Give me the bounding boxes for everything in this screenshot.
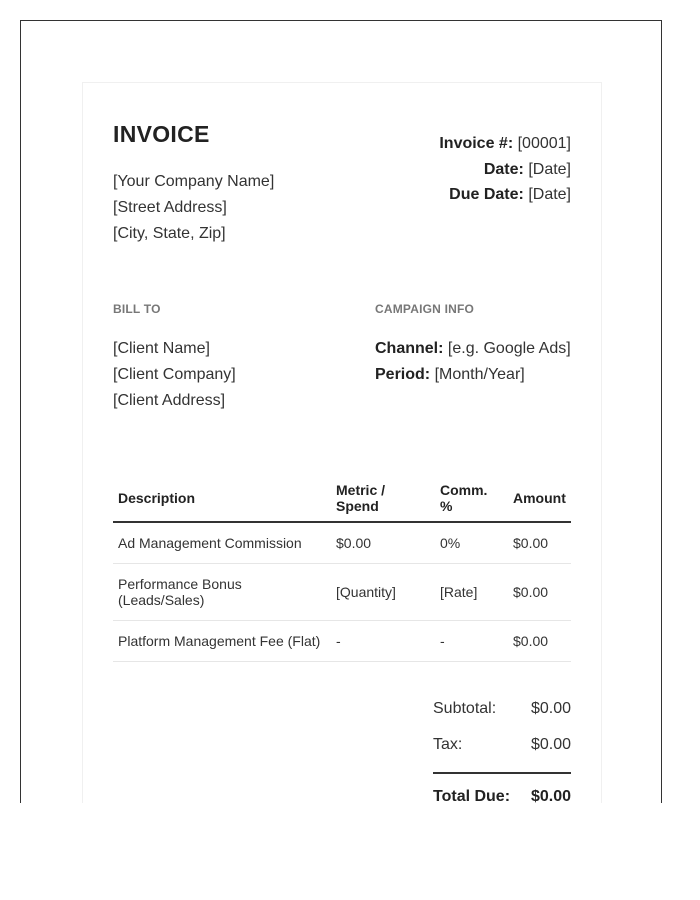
company-city: [City, State, Zip] — [113, 225, 226, 242]
totals-block — [433, 691, 571, 803]
header-commission: Comm. % — [435, 474, 508, 522]
due-date-label: Due Date: — [449, 186, 524, 203]
row-description: Performance Bonus (Leads/Sales) — [113, 564, 331, 621]
invoice-number-label: Invoice #: — [439, 135, 514, 152]
invoice-card — [82, 82, 602, 803]
tax-label: Tax: — [433, 736, 463, 753]
period-label: Period: — [375, 366, 431, 383]
company-info — [113, 169, 274, 247]
line-items-table — [113, 474, 571, 662]
header-description: Description — [113, 474, 331, 522]
invoice-title: INVOICE — [113, 121, 210, 147]
table-row — [113, 564, 571, 621]
due-date-line — [439, 182, 571, 208]
row-metric: - — [331, 621, 435, 662]
client-company: [Client Company] — [113, 366, 236, 383]
period-value: [Month/Year] — [434, 366, 525, 383]
subtotal-value: $0.00 — [530, 700, 571, 717]
subtotal-label: Subtotal: — [433, 700, 497, 717]
header-amount: Amount — [508, 474, 571, 522]
row-amount: $0.00 — [508, 522, 571, 564]
company-name: [Your Company Name] — [113, 173, 275, 190]
total-due-label: Total Due: — [433, 788, 511, 803]
row-description: Platform Management Fee (Flat) — [113, 621, 331, 662]
row-metric: $0.00 — [331, 522, 435, 564]
tax-value: $0.00 — [530, 736, 571, 753]
tax-row — [433, 727, 571, 763]
row-metric: [Quantity] — [331, 564, 435, 621]
invoice-meta — [439, 131, 571, 208]
bill-to-label: BILL TO — [113, 302, 161, 316]
campaign-info-label: CAMPAIGN INFO — [375, 302, 475, 316]
channel-line — [375, 336, 571, 362]
channel-label: Channel: — [375, 340, 444, 357]
document-page — [20, 20, 662, 803]
invoice-date-label: Date: — [483, 160, 524, 178]
totals-divider — [433, 772, 571, 774]
due-date-value: [Date] — [528, 186, 571, 203]
invoice-number-value: [00001] — [517, 135, 571, 152]
total-due-row — [433, 780, 571, 803]
invoice-date-line — [439, 157, 571, 183]
period-line — [375, 362, 571, 388]
row-commission: - — [435, 621, 508, 662]
channel-value: [e.g. Google Ads] — [447, 340, 571, 357]
row-description: Ad Management Commission — [113, 522, 331, 564]
table-header-row — [113, 474, 571, 522]
row-commission: 0% — [435, 522, 508, 564]
client-address: [Client Address] — [113, 392, 226, 409]
table-row — [113, 522, 571, 564]
bill-to-block — [113, 336, 236, 414]
header-metric-spend: Metric / Spend — [331, 474, 435, 522]
row-commission: [Rate] — [435, 564, 508, 621]
invoice-number-line — [439, 131, 571, 157]
client-name: [Client Name] — [113, 340, 210, 357]
invoice-date-value: [Date] — [528, 160, 571, 178]
row-amount: $0.00 — [508, 621, 571, 662]
campaign-info-block — [375, 336, 571, 388]
table-row — [113, 621, 571, 662]
company-street: [Street Address] — [113, 199, 227, 216]
row-amount: $0.00 — [508, 564, 571, 621]
total-due-value: $0.00 — [530, 788, 571, 803]
subtotal-row — [433, 691, 571, 727]
